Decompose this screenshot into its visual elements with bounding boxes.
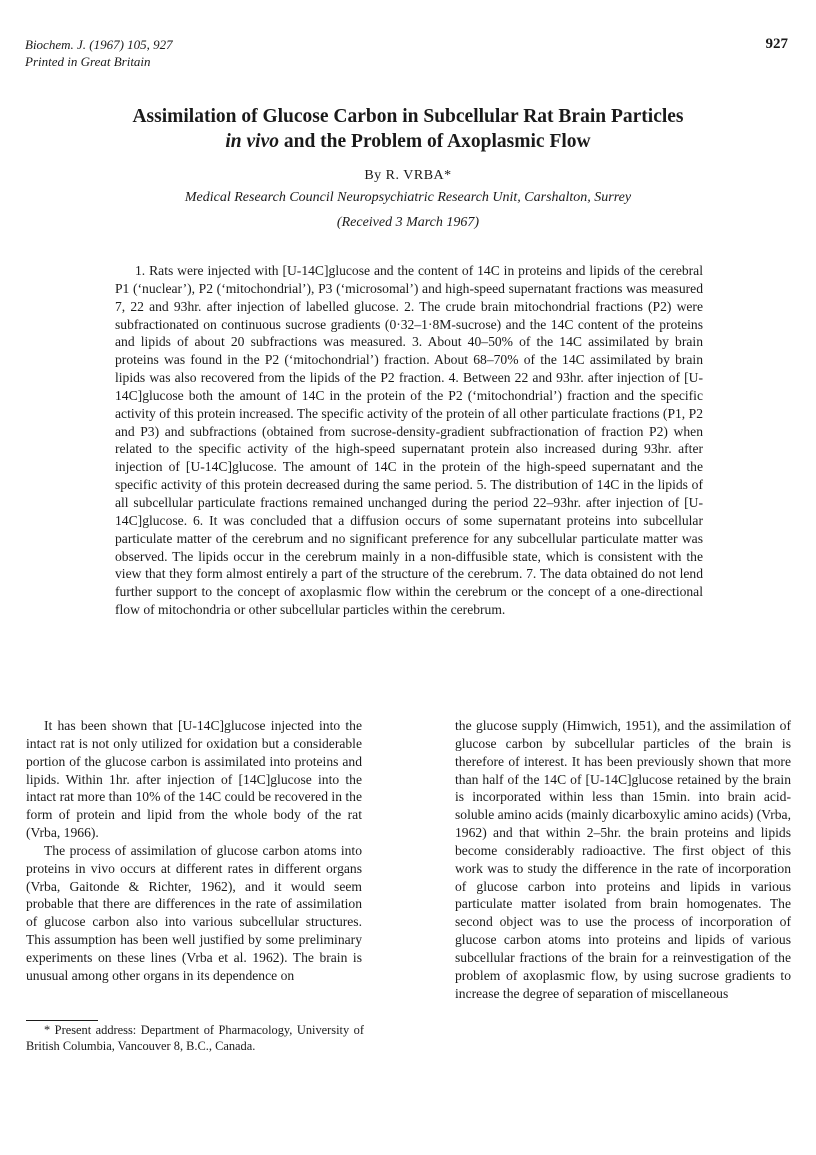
body-paragraph: It has been shown that [U-14C]glucose injected into the intact rat is not only utilized for oxidation but a considerable portion of the glucose carbon is assimilated into proteins and lipids. Within 1hr. after injection of [14C]glucose into the intact rat more than 10% of the 14C could be recovered in the form of protein and lipid from the whole body of the rat (Vrba, 1966). (26, 718, 362, 841)
body-column-left (26, 717, 362, 985)
footnote: * Present address: Department of Pharmacology, University of British Columbia, Vancouver 8, B.C., Canada. (26, 1023, 364, 1053)
journal-header (25, 36, 173, 70)
article-title (30, 104, 786, 154)
footnote-rule (26, 1020, 98, 1021)
body-paragraph: The process of assimilation of glucose carbon atoms into proteins in vivo occurs at different rates in different organs (Vrba, Gaitonde & Richter, 1962), and it would seem probable that there are differences in the rate of assimilation of glucose carbon also into various subcellular structures. This assumption has been well justified by some preliminary experiments on these lines (Vrba et al. 1962). The brain is unusual among other organs in its dependence on (26, 842, 362, 983)
author-affiliation: Medical Research Council Neuropsychiatric Research Unit, Carshalton, Surrey (184, 190, 632, 205)
title-line-1: Assimilation of Glucose Carbon in Subcellular Rat Brain Particles (132, 106, 684, 127)
journal-citation: Biochem. J. (1967) 105, 927 (25, 37, 173, 52)
title-italic-phrase: in vivo (225, 131, 279, 152)
body-paragraph: the glucose supply (Himwich, 1951), and the assimilation of glucose carbon by subcellular particles of the brain is therefore of interest. It has been previously shown that more than half of the 14C of [U-14C]glucose retained by the brain is incorporated within less than 15min. into brain acid-soluble amino acids (mainly dicarboxylic amino acids) (Vrba, 1962) and that within 2–5hr. the brain proteins and lipids become considerably radioactive. The first object of this work was to study the difference in the rate of incorporation of glucose carbon into proteins and lipids in various particulate matter isolated from brain homogenates. The second object was to use the process of incorporation of glucose carbon atoms into proteins and lipids of various subcellular fractions of the brain for a reinvestigation of the problem of axoplasmic flow, by using sucrose gradients to increase the degree of separation of miscellaneous (455, 718, 791, 1001)
page-number: 927 (765, 36, 788, 52)
title-line-2: and the Problem of Axoplasmic Flow (278, 131, 591, 152)
abstract: 1. Rats were injected with [U-14C]glucose and the content of 14C in proteins and lipids of the cerebral P1 (‘nuclear’), P2 (‘mitochondrial’), P3 (‘microsomal’) and high-speed supernatant fractions was measured 7, 22 and 93hr. after injection of labelled glucose. 2. The crude brain mitochondrial fractions (P2) were subfractionated on continuous sucrose gradients (0·32–1·8M-sucrose) and the 14C content of the proteins and lipids of about 20 subfractions was measured. 3. About 40–50% of the 14C assimilated by brain proteins was found in the P2 (‘mitochondrial’) fraction. About 68–70% of the 14C assimilated by brain lipids was also recovered from the lipids of the P2 fraction. 4. Between 22 and 93hr. after injection of [U-14C]glucose both the amount of 14C in the protein of the P2 (‘mitochondrial’) fraction and the specific activity of this protein increased. The specific activity of the protein of all other particulate fractions (P1, P2 and P3) and subfractions (obtained from sucrose-density-gradient subfractionation of fraction P2) when related to the specific activity of the high-speed supernatant protein also increased during 93hr. after injection of [U-14C]glucose. The amount of 14C in the protein of the high-speed supernatant and the specific activity of this protein decreased during the same period. 5. The distribution of 14C in the lipids of all subcellular particulate fractions remained unchanged during the period 22–93hr. after injection of [U-14C]glucose. 6. It was concluded that a diffusion occurs of some supernatant proteins into subcellular particulate matter of the cerebrum and no significant preference for any subcellular particulate matter was observed. The lipids occur in the cerebrum mainly in a non-diffusible state, which is consistent with the view that they form almost entirely a part of the structure of the cerebrum. 7. The data obtained do not lend further support to the concept of axoplasmic flow within the cerebrum or the concept of a one-directional flow of mitochondria or other subcellular particles within the cerebrum. (115, 263, 703, 618)
printed-in: Printed in Great Britain (25, 54, 151, 69)
author-byline: By R. VRBA* (364, 168, 452, 183)
received-date: (Received 3 March 1967) (336, 215, 480, 230)
body-column-right (455, 717, 791, 1003)
